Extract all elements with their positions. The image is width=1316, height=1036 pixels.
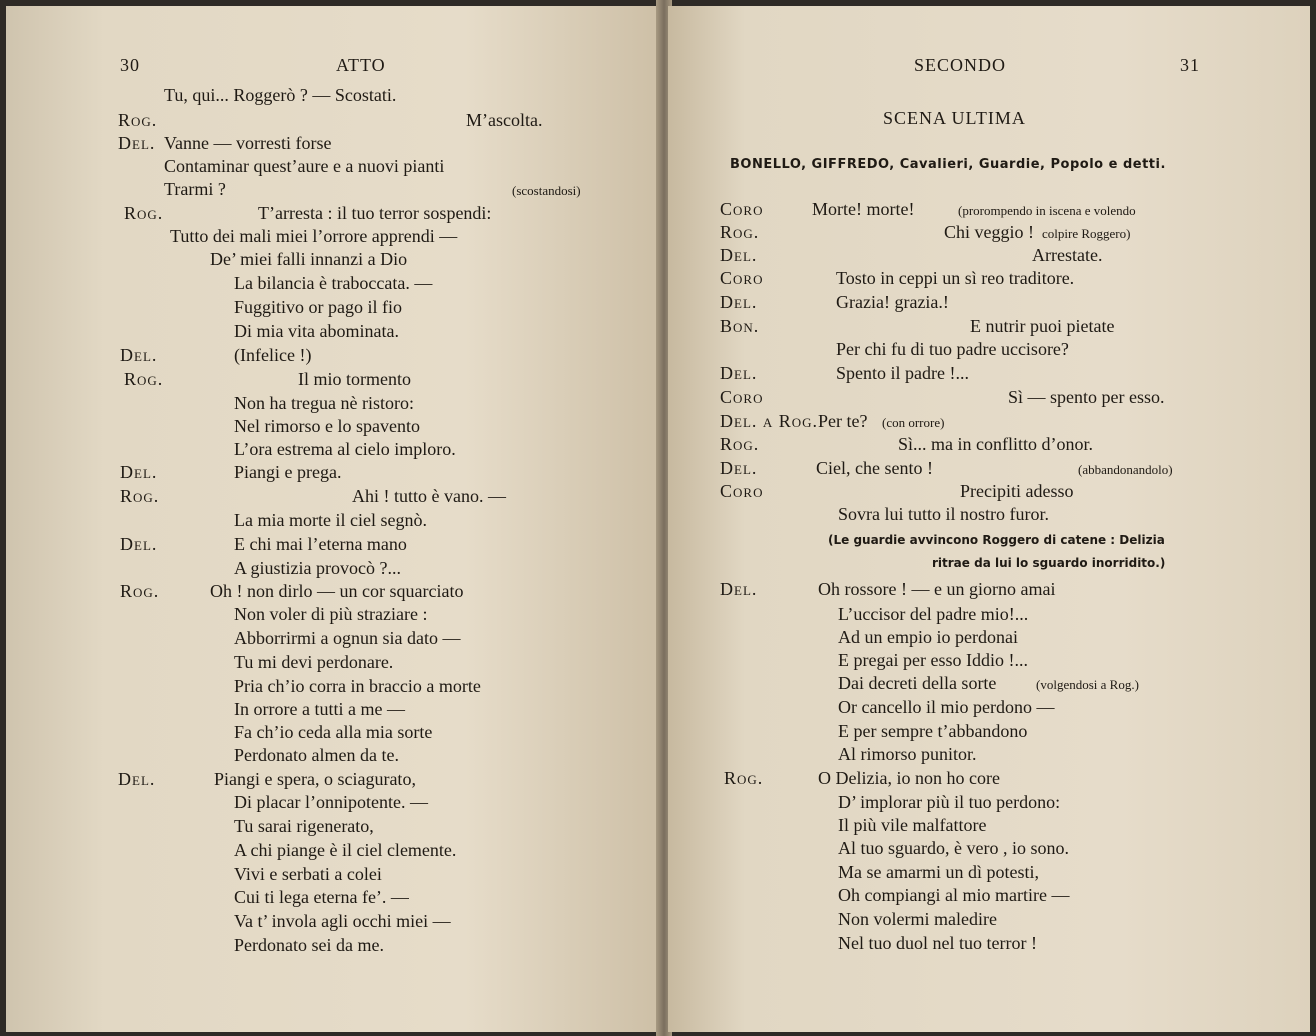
speaker-label: Rog.: [124, 369, 164, 389]
verse-text: Oh ! non dirlo — un cor squarciato: [210, 581, 464, 601]
verse-text: Arrestate.: [1032, 245, 1103, 265]
verse-text: Or cancello il mio perdono —: [838, 697, 1055, 717]
verse-text: Tu sarai rigenerato,: [234, 816, 374, 836]
verse-text: Pria ch’io corra in braccio a morte: [234, 676, 481, 696]
verse-text: Al rimorso punitor.: [838, 744, 977, 764]
running-head: SECONDO: [914, 55, 1007, 75]
verse-text: Tosto in ceppi un sì reo traditore.: [836, 268, 1075, 288]
verse-text: E chi mai l’eterna mano: [234, 534, 407, 554]
verse-text: Piangi e prega.: [234, 462, 342, 482]
speaker-label: Coro: [720, 387, 764, 407]
verse-text: Dai decreti della sorte: [838, 673, 997, 693]
verse-text: O Delizia, io non ho core: [818, 768, 1000, 788]
verse-text: M’ascolta.: [466, 110, 543, 130]
verse-text: Tu, qui... Roggerò ? — Scostati.: [164, 85, 397, 105]
speaker-label: Coro: [720, 199, 764, 219]
speaker-label: Rog.: [720, 222, 760, 242]
verse-text: Per chi fu di tuo padre uccisore?: [836, 339, 1069, 359]
stage-direction: ritrae da lui lo sguardo inorridito.): [932, 556, 1166, 570]
right-page: [668, 6, 1310, 1032]
speaker-label: Rog.: [720, 434, 760, 454]
verse-text: Ciel, che sento !: [816, 458, 933, 478]
verse-text: La bilancia è traboccata. —: [234, 273, 433, 293]
verse-text: Oh compiangi al mio martire —: [838, 885, 1070, 905]
running-head: ATTO: [336, 55, 386, 75]
stage-direction: (con orrore): [882, 415, 945, 430]
verse-text: Il più vile malfattore: [838, 815, 987, 835]
verse-text: Sì... ma in conflitto d’onor.: [898, 434, 1093, 454]
page-number: 31: [1180, 55, 1200, 75]
verse-text: Nel rimorso e lo spavento: [234, 416, 420, 436]
verse-text: La mia morte il ciel segnò.: [234, 510, 427, 530]
verse-text: Chi veggio !: [944, 222, 1034, 242]
verse-text: E pregai per esso Iddio !...: [838, 650, 1028, 670]
verse-text: Trarmi ?: [164, 179, 226, 199]
speaker-label: Del.: [120, 534, 158, 554]
verse-text: Al tuo sguardo, è vero , io sono.: [838, 838, 1069, 858]
verse-text: Morte! morte!: [812, 199, 915, 219]
stage-direction: (volgendosi a Rog.): [1036, 677, 1139, 692]
verse-text: Sovra lui tutto il nostro furor.: [838, 504, 1049, 524]
verse-text: E nutrir puoi pietate: [970, 316, 1115, 336]
speaker-label: Del.: [118, 769, 156, 789]
speaker-label: Rog.: [118, 110, 158, 130]
verse-text: T’arresta : il tuo terror sospendi:: [258, 203, 492, 223]
verse-text: Nel tuo duol nel tuo terror !: [838, 933, 1037, 953]
verse-text: (Infelice !): [234, 345, 312, 365]
verse-text: A chi piange è il ciel clemente.: [234, 840, 457, 860]
verse-text: In orrore a tutti a me —: [234, 699, 405, 719]
verse-text: Ma se amarmi un dì potesti,: [838, 862, 1039, 882]
speaker-label: Rog.: [120, 581, 160, 601]
speaker-label: Rog.: [124, 203, 164, 223]
verse-text: Va t’ invola agli occhi miei —: [234, 911, 451, 931]
verse-text: A giustizia provocò ?...: [234, 558, 401, 578]
page-number: 30: [120, 55, 140, 75]
verse-text: Non ha tregua nè ristoro:: [234, 393, 414, 413]
stage-direction: colpire Roggero): [1042, 226, 1131, 241]
verse-text: Fuggitivo or pago il fio: [234, 297, 402, 317]
verse-text: Il mio tormento: [298, 369, 411, 389]
verse-text: E per sempre t’abbandono: [838, 721, 1028, 741]
verse-text: Tu mi devi perdonare.: [234, 652, 394, 672]
verse-text: Precipiti adesso: [960, 481, 1074, 501]
scene-characters: BONELLO, GIFFREDO, Cavalieri, Guardie, Popolo e detti.: [730, 157, 1166, 172]
verse-text: Piangi e spera, o sciagurato,: [214, 769, 416, 789]
verse-text: Oh rossore ! — e un giorno amai: [818, 579, 1056, 599]
speaker-label: Del.: [720, 458, 758, 478]
speaker-label: Del.: [120, 462, 158, 482]
verse-text: Non volermi maledire: [838, 909, 997, 929]
verse-text: Per te?: [818, 411, 868, 431]
verse-text: Perdonato sei da me.: [234, 935, 384, 955]
speaker-label: Bon.: [720, 316, 760, 336]
verse-text: Di mia vita abominata.: [234, 321, 399, 341]
verse-text: L’ora estrema al cielo imploro.: [234, 439, 456, 459]
verse-text: Cui ti lega eterna fe’. —: [234, 887, 409, 907]
speaker-label: Del.: [720, 292, 758, 312]
verse-text: Vivi e serbati a colei: [234, 864, 382, 884]
speaker-label: Del. a Rog.: [720, 411, 819, 431]
left-page: [6, 6, 662, 1032]
verse-text: Non voler di più straziare :: [234, 604, 428, 624]
verse-text: Grazia! grazia.!: [836, 292, 949, 312]
speaker-label: Rog.: [724, 768, 764, 788]
verse-text: D’ implorar più il tuo perdono:: [838, 792, 1061, 812]
stage-direction: (Le guardie avvincono Roggero di catene : Delizia: [828, 533, 1165, 547]
speaker-label: Coro: [720, 268, 764, 288]
verse-text: L’uccisor del padre mio!...: [838, 604, 1029, 624]
speaker-label: Del.: [120, 345, 158, 365]
speaker-label: Rog.: [120, 486, 160, 506]
stage-direction: (abbandonandolo): [1078, 462, 1173, 477]
verse-text: Tutto dei mali miei l’orrore apprendi —: [170, 226, 458, 246]
speaker-label: Del.: [118, 133, 156, 153]
verse-text: Vanne — vorresti forse: [164, 133, 332, 153]
stage-direction: (scostandosi): [512, 183, 581, 198]
verse-text: Perdonato almen da te.: [234, 745, 399, 765]
verse-text: Sì — spento per esso.: [1008, 387, 1165, 407]
verse-text: Spento il padre !...: [836, 363, 969, 383]
verse-text: De’ miei falli innanzi a Dio: [210, 249, 408, 269]
verse-text: Ahi ! tutto è vano. —: [352, 486, 506, 506]
verse-text: Ad un empio io perdonai: [838, 627, 1018, 647]
verse-text: Di placar l’onnipotente. —: [234, 792, 428, 812]
stage-direction: (prorompendo in iscena e volendo: [958, 203, 1136, 218]
scene-title: SCENA ULTIMA: [883, 108, 1026, 128]
speaker-label: Del.: [720, 579, 758, 599]
speaker-label: Del.: [720, 363, 758, 383]
verse-text: Abborrirmi a ognun sia dato —: [234, 628, 461, 648]
speaker-label: Del.: [720, 245, 758, 265]
verse-text: Fa ch’io ceda alla mia sorte: [234, 722, 433, 742]
speaker-label: Coro: [720, 481, 764, 501]
verse-text: Contaminar quest’aure e a nuovi pianti: [164, 156, 445, 176]
